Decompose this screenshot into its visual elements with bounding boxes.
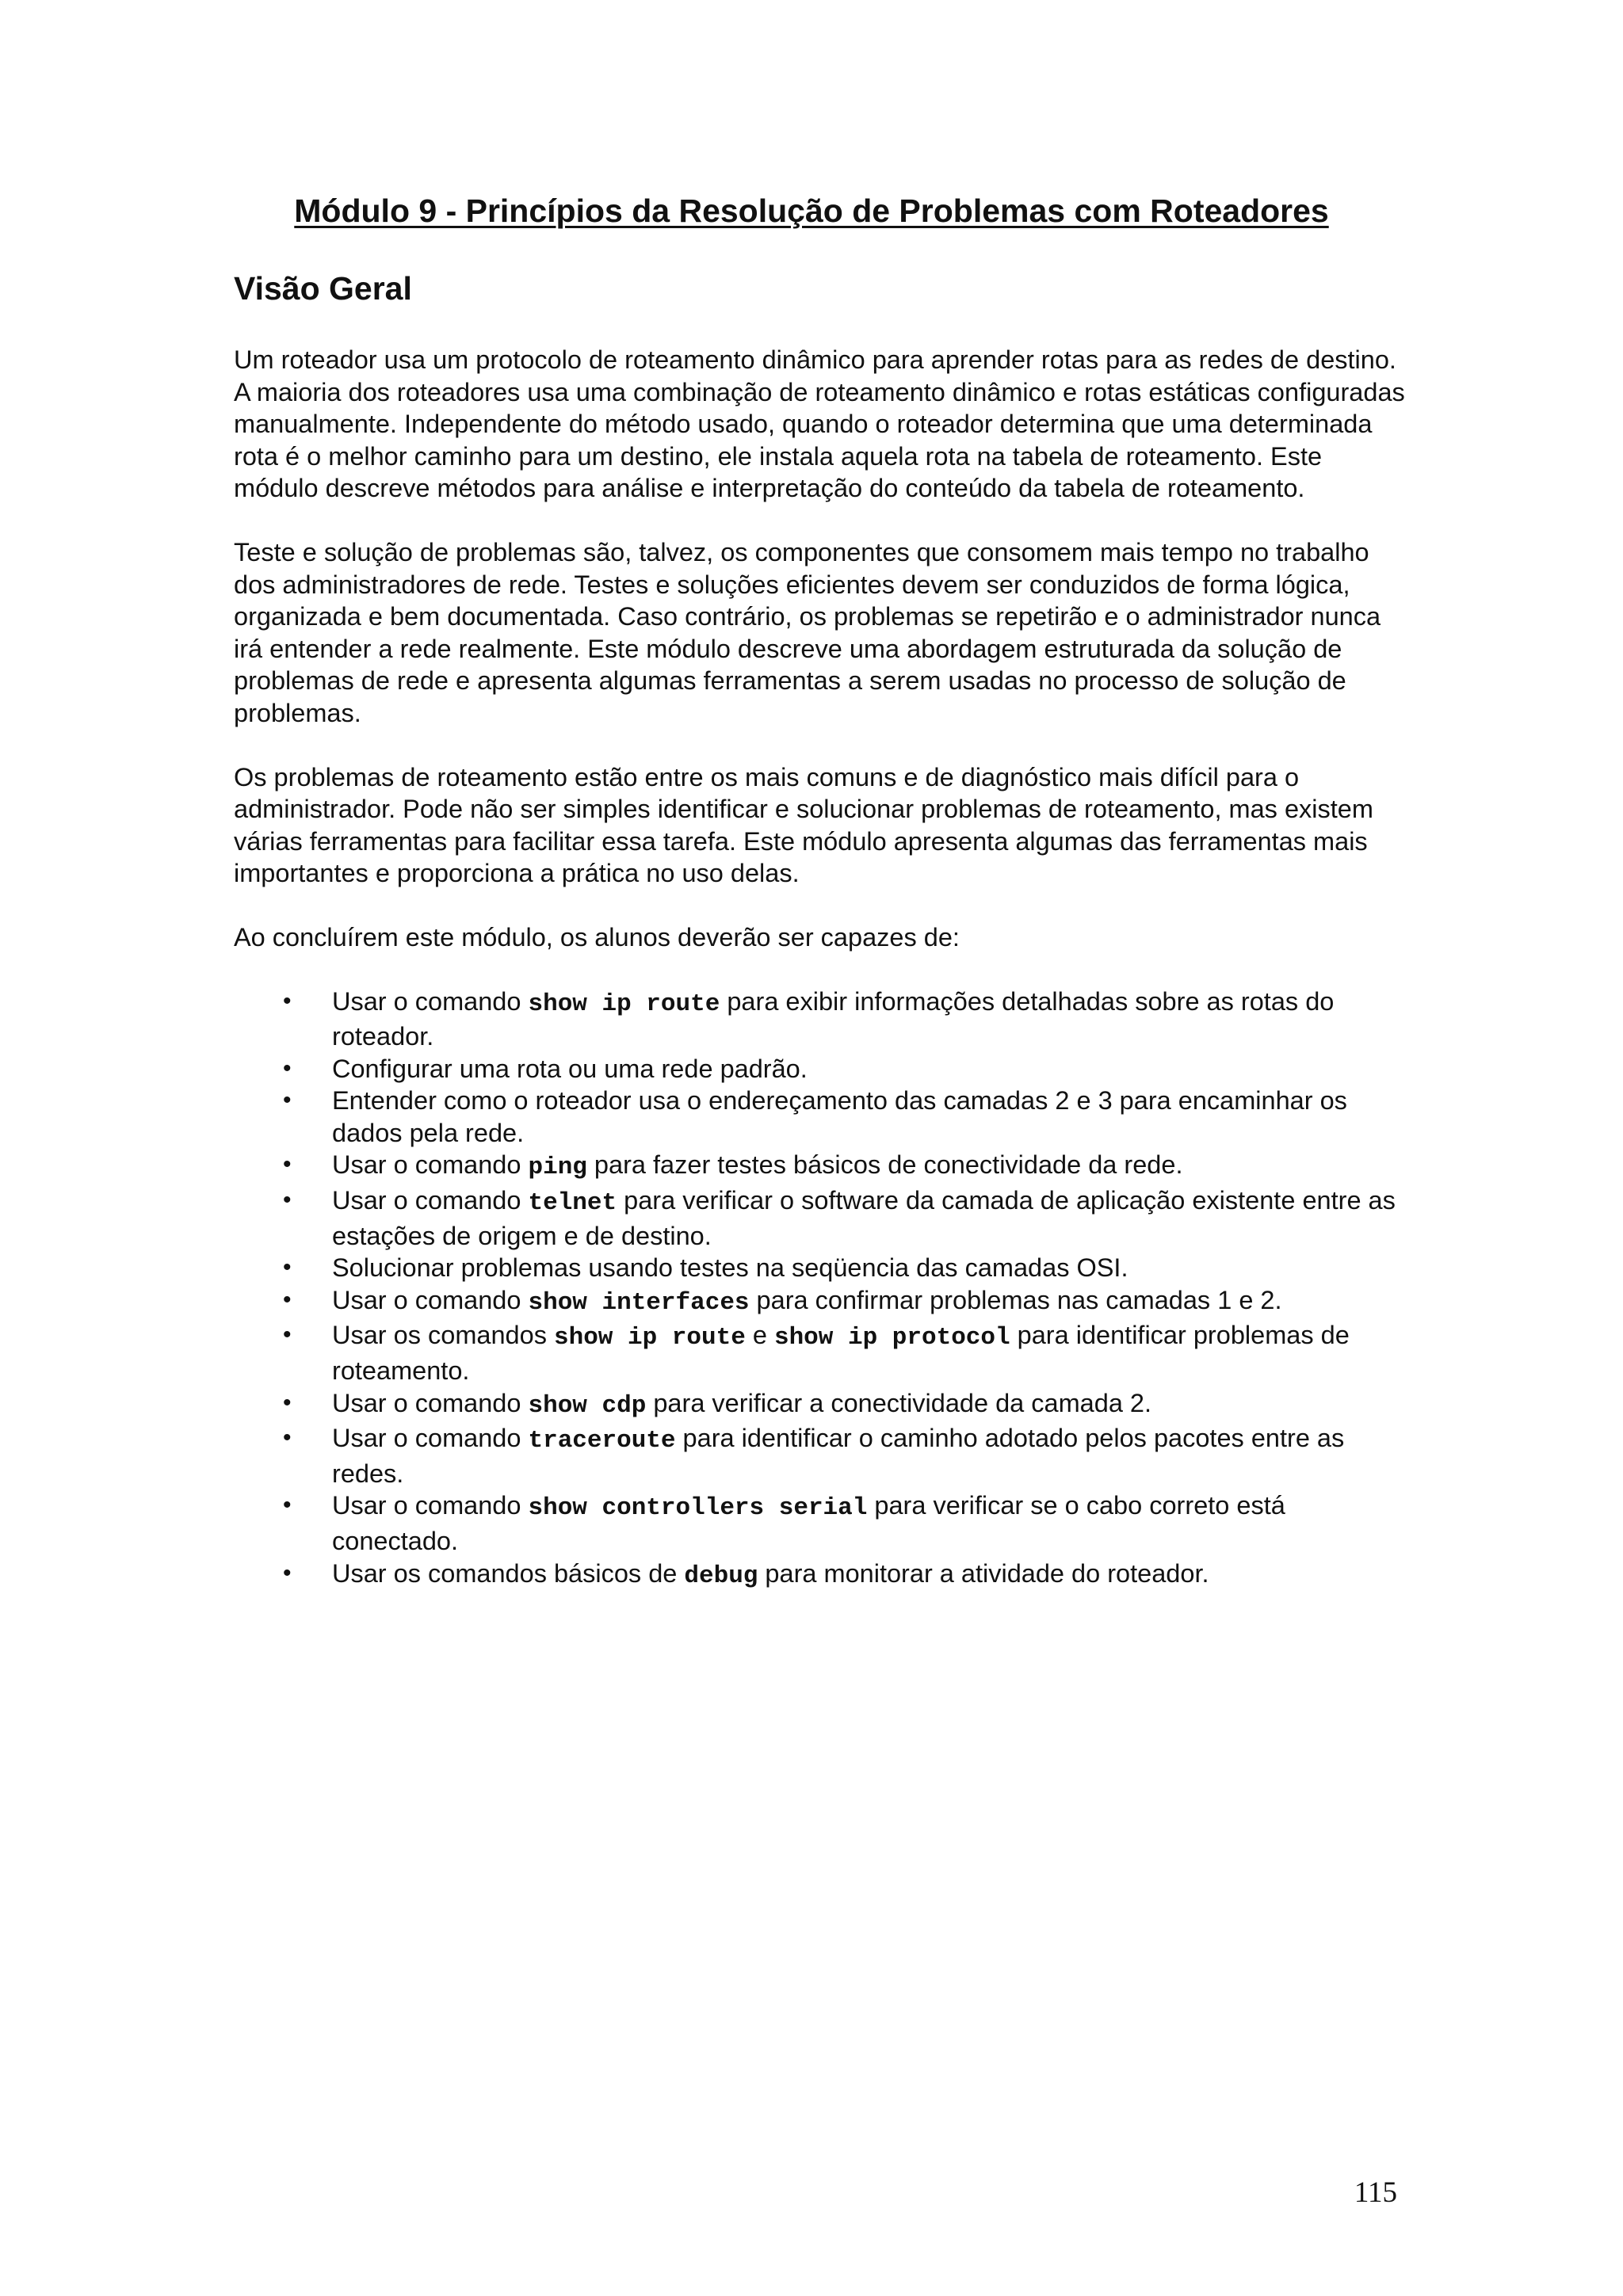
objective-item: • Usar os comandos show ip route e show ip protocol para identificar problemas de roteamento. <box>283 1321 1350 1386</box>
bullet-icon: • <box>283 1087 292 1114</box>
bullet-icon: • <box>283 1254 292 1281</box>
bullet-icon: • <box>283 1187 292 1214</box>
command: ping <box>528 1154 587 1182</box>
paragraph: Os problemas de roteamento estão entre os mais comuns e de diagnóstico mais difícil para o administrador. Pode não ser simples identificar e solucionar problemas de roteamento, mas existem várias ferramentas para facilitar essa tarefa. Este módulo apresenta algumas das ferramentas mais importantes e proporciona a prática no uso delas. <box>234 762 1373 888</box>
bullet-icon: • <box>283 1425 292 1451</box>
page-number: 115 <box>1354 2176 1397 2209</box>
objective-item: • Usar o comando show cdp para verificar a conectividade da camada 2. <box>283 1388 1152 1420</box>
objective-item: • Usar o comando show ip route para exibir informações detalhadas sobre as rotas do roteador. <box>283 986 1335 1051</box>
objectives-intro: Ao concluírem este módulo, os alunos deverão ser capazes de: <box>234 922 960 952</box>
bullet-icon: • <box>283 1322 292 1348</box>
bullet-icon: • <box>283 1286 292 1313</box>
section-heading: Visão Geral <box>234 270 412 307</box>
objective-item: • Usar o comando show interfaces para confirmar problemas nas camadas 1 e 2. <box>283 1285 1282 1317</box>
module-title: Módulo 9 - Princípios da Resolução de Problemas com Roteadores <box>294 193 1329 229</box>
bullet-icon: • <box>283 1151 292 1178</box>
command: show cdp <box>528 1391 647 1420</box>
objective-item: • Usar o comando traceroute para identificar o caminho adotado pelos pacotes entre as redes. <box>283 1424 1345 1488</box>
command: show interfaces <box>528 1288 750 1317</box>
objective-item: • Configurar uma rota ou uma rede padrão. <box>234 1053 1407 1085</box>
bullet-icon: • <box>283 1055 292 1081</box>
document-body <box>234 344 1407 1592</box>
bullet-icon: • <box>283 1389 292 1416</box>
bullet-icon: • <box>283 1492 292 1519</box>
command: show ip protocol <box>773 1324 1010 1352</box>
objective-item: • Solucionar problemas usando testes na seqüencia das camadas OSI. <box>234 1252 1407 1284</box>
command: show ip route <box>553 1324 746 1352</box>
command: show controllers serial <box>528 1494 868 1523</box>
command: show ip route <box>528 990 720 1018</box>
objective-item: • Usar o comando ping para fazer testes básicos de conectividade da rede. <box>283 1150 1183 1182</box>
bullet-icon: • <box>283 1559 292 1586</box>
objective-item: • Entender como o roteador usa o endereçamento das camadas 2 e 3 para encaminhar os dados pela rede. <box>283 1086 1347 1147</box>
bullet-icon: • <box>283 987 292 1014</box>
objective-item: • Usar o comando show controllers serial para verificar se o cabo correto está conectado. <box>283 1491 1285 1555</box>
objective-item: • Usar o comando telnet para verificar o software da camada de aplicação existente entre as estações de origem e de destino. <box>283 1186 1396 1250</box>
objective-item: • Usar os comandos básicos de debug para monitorar a atividade do roteador. <box>283 1558 1209 1590</box>
objectives-list <box>234 986 1407 1593</box>
command: telnet <box>528 1189 617 1218</box>
command: traceroute <box>528 1427 676 1455</box>
paragraph: Teste e solução de problemas são, talvez, os componentes que consomem mais tempo no trabalho dos administradores de rede. Testes e soluções eficientes devem ser conduzidos de forma lógica, organizada e bem documentada. Caso contrário, os problemas se repetirão e o administrador nunca irá entender a rede realmente. Este módulo descreve uma abordagem estruturada da solução de problemas de rede e apresenta algumas ferramentas a serem usadas no processo de solução de problemas. <box>234 537 1381 727</box>
command: debug <box>684 1562 758 1590</box>
paragraph: Um roteador usa um protocolo de roteamento dinâmico para aprender rotas para as redes de destino. A maioria dos roteadores usa uma combinação de roteamento dinâmico e rotas estáticas configuradas manualmente. Independente do método usado, quando o roteador determina que uma determinada rota é o melhor caminho para um destino, ele instala aquela rota na tabela de roteamento. Este módulo descreve métodos para análise e interpretação do conteúdo da tabela de roteamento. <box>234 345 1405 503</box>
